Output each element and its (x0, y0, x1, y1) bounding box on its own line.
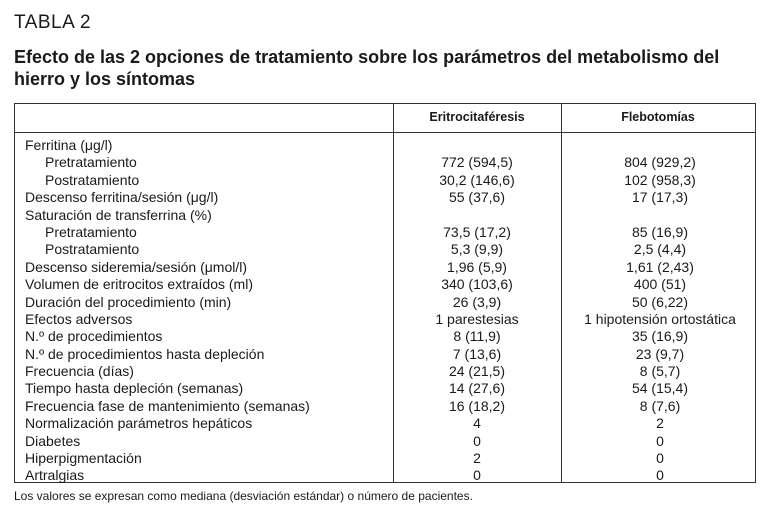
table-row (15, 276, 755, 293)
value-flebotomias: 50 (6,22) (631, 293, 689, 310)
row-label: Saturación de transferrina (%) (25, 206, 212, 223)
table-body (15, 137, 755, 485)
table-row (15, 207, 755, 224)
value-flebotomias: 0 (656, 467, 664, 484)
value-eritrocitaferesis: 14 (27,6) (448, 380, 506, 397)
row-label: Frecuencia (días) (25, 363, 134, 380)
table-row (15, 415, 755, 432)
row-label: N.º de procedimientos (25, 328, 163, 345)
value-flebotomias: 2 (656, 415, 664, 432)
table-row (15, 398, 755, 415)
value-flebotomias: 1 hipotensión ortostática (584, 310, 736, 327)
data-table (14, 103, 756, 483)
value-eritrocitaferesis: 0 (473, 467, 481, 484)
value-flebotomias: 85 (16,9) (631, 223, 689, 240)
table-row (15, 241, 755, 258)
value-eritrocitaferesis: 772 (594,5) (441, 154, 513, 171)
value-eritrocitaferesis: 4 (473, 415, 481, 432)
column-header-flebotomias: Flebotomías (621, 110, 695, 124)
value-flebotomias: 102 (958,3) (624, 171, 696, 188)
table-footnote: Los valores se expresan como mediana (desviación estándar) o número de pacientes. (14, 489, 473, 503)
table-row (15, 328, 755, 345)
row-label: Descenso ferritina/sesión (μg/l) (25, 189, 219, 206)
row-label: Normalización parámetros hepáticos (25, 415, 253, 432)
row-label: Artralgias (25, 467, 85, 484)
table-row (15, 189, 755, 206)
table-row (15, 311, 755, 328)
value-flebotomias: 0 (656, 432, 664, 449)
table-row (15, 294, 755, 311)
value-flebotomias: 23 (9,7) (635, 345, 685, 362)
value-flebotomias: 1,61 (2,43) (626, 258, 694, 275)
table-row (15, 154, 755, 171)
table-row (15, 380, 755, 397)
row-label: Postratamiento (45, 241, 140, 258)
value-eritrocitaferesis: 24 (21,5) (448, 363, 506, 380)
value-flebotomias: 54 (15,4) (631, 380, 689, 397)
table-row (15, 172, 755, 189)
row-label: Tiempo hasta depleción (semanas) (25, 380, 244, 397)
value-flebotomias: 804 (929,2) (624, 154, 696, 171)
value-eritrocitaferesis: 30,2 (146,6) (439, 171, 515, 188)
value-eritrocitaferesis: 26 (3,9) (452, 293, 502, 310)
row-label: Hiperpigmentación (25, 450, 142, 467)
value-eritrocitaferesis: 55 (37,6) (448, 189, 506, 206)
table-row (15, 137, 755, 154)
value-eritrocitaferesis: 0 (473, 432, 481, 449)
row-label: Pretratamiento (45, 223, 137, 240)
row-label: Volumen de eritrocitos extraídos (ml) (25, 276, 253, 293)
table-title: Efecto de las 2 opciones de tratamiento sobre los parámetros del metabolismo del hierro y los síntomas (14, 47, 720, 89)
value-eritrocitaferesis: 2 (473, 450, 481, 467)
value-flebotomias: 8 (5,7) (639, 363, 681, 380)
row-label: N.º de procedimientos hasta depleción (25, 345, 265, 362)
header-divider (15, 132, 755, 133)
table-row (15, 467, 755, 484)
table-row (15, 259, 755, 276)
value-eritrocitaferesis: 73,5 (17,2) (443, 223, 511, 240)
table-row (15, 346, 755, 363)
row-label: Frecuencia fase de mantenimiento (semanas) (25, 397, 310, 414)
table-row (15, 450, 755, 467)
value-flebotomias: 17 (17,3) (631, 189, 689, 206)
row-label: Ferritina (μg/l) (25, 137, 113, 153)
value-eritrocitaferesis: 8 (11,9) (453, 328, 501, 345)
value-flebotomias: 35 (16,9) (631, 328, 689, 345)
value-flebotomias: 8 (7,6) (639, 397, 681, 414)
table-row (15, 224, 755, 241)
table-row (15, 433, 755, 450)
row-label: Duración del procedimiento (min) (25, 293, 232, 310)
table-label: TABLA 2 (14, 12, 92, 33)
value-eritrocitaferesis: 340 (103,6) (441, 276, 513, 293)
value-eritrocitaferesis: 16 (18,2) (448, 397, 506, 414)
value-flebotomias: 0 (656, 450, 664, 467)
row-label: Descenso sideremia/sesión (μmol/l) (25, 258, 248, 275)
row-label: Pretratamiento (45, 154, 137, 171)
column-header-eritrocitaferesis: Eritrocitaféresis (429, 110, 525, 124)
value-eritrocitaferesis: 5,3 (9,9) (450, 241, 504, 258)
row-label: Diabetes (25, 432, 81, 449)
table-row (15, 363, 755, 380)
value-flebotomias: 2,5 (4,4) (633, 241, 687, 258)
value-eritrocitaferesis: 1 parestesias (435, 310, 519, 327)
value-eritrocitaferesis: 7 (13,6) (452, 345, 502, 362)
row-label: Postratamiento (45, 171, 140, 188)
row-label: Efectos adversos (25, 310, 133, 327)
value-flebotomias: 400 (51) (633, 276, 687, 293)
value-eritrocitaferesis: 1,96 (5,9) (447, 258, 507, 275)
